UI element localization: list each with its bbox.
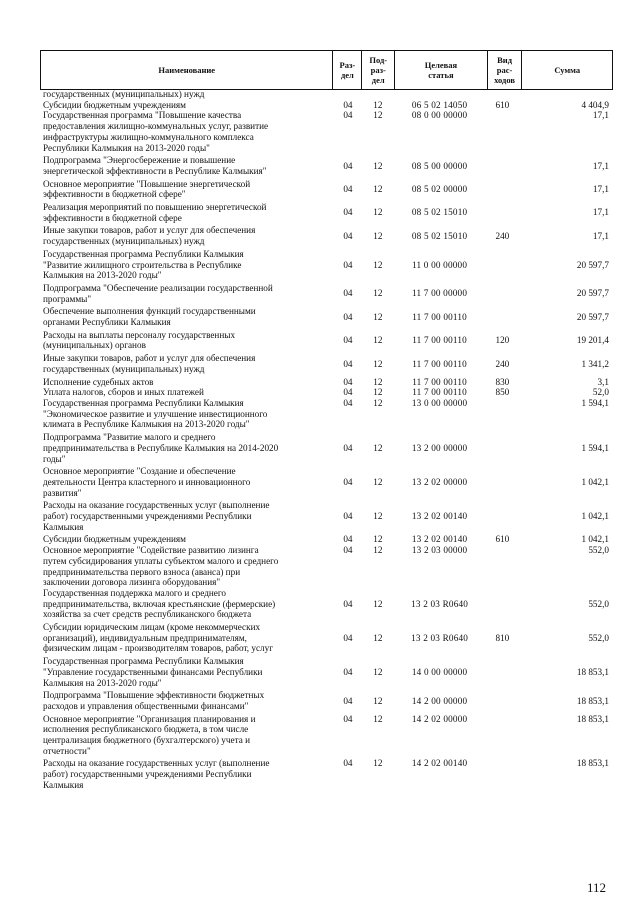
table-row <box>40 283 611 304</box>
row-celevaya-statya: 14 2 02 00000 <box>411 713 468 724</box>
row-name: Иные закупки товаров, работ и услуг для обеспечения государственных (муниципальных) нужд <box>43 225 256 247</box>
row-name: Расходы на выплаты персоналу государственных (муниципальных) органов <box>43 329 236 351</box>
table-row <box>40 690 611 711</box>
header-vid-rashodov: Вид рас- ходов <box>488 51 523 89</box>
row-podrazdel: 12 <box>373 335 383 346</box>
table-row <box>40 500 611 532</box>
row-podrazdel: 12 <box>373 476 383 487</box>
row-name: Уплата налогов, сборов и иных платежей <box>43 387 204 398</box>
row-celevaya-statya: 08 0 00 00000 <box>411 110 468 121</box>
header-razdel: Раз- дел <box>333 51 362 89</box>
row-razdel: 04 <box>343 695 353 706</box>
row-summa: 1 042,1 <box>581 511 609 522</box>
row-podrazdel: 12 <box>373 183 383 194</box>
row-podrazdel: 12 <box>373 99 383 110</box>
row-podrazdel: 12 <box>373 632 383 643</box>
row-name: Исполнение судебных актов <box>43 376 154 387</box>
header-summa: Сумма <box>554 65 581 75</box>
row-razdel: 04 <box>343 758 353 769</box>
row-name: Расходы на оказание государственных услуг (выполнение работ) государственными учреждениями Республики Калмыкия <box>43 500 270 532</box>
row-podrazdel: 12 <box>373 207 383 218</box>
row-summa: 1 042,1 <box>581 534 609 545</box>
row-razdel: 04 <box>343 598 353 609</box>
table-row <box>40 202 611 223</box>
row-razdel: 04 <box>343 376 353 387</box>
row-razdel: 04 <box>343 311 353 322</box>
row-vid-rashodov: 610 <box>495 99 510 110</box>
row-podrazdel: 12 <box>373 511 383 522</box>
row-celevaya-statya: 11 7 00 00110 <box>412 376 467 387</box>
table-row <box>40 432 611 464</box>
row-podrazdel: 12 <box>373 230 383 241</box>
table-row <box>40 534 611 545</box>
table-row <box>40 588 611 620</box>
row-vid-rashodov: 830 <box>495 376 510 387</box>
row-razdel: 04 <box>343 160 353 171</box>
row-celevaya-statya: 11 7 00 00110 <box>412 358 467 369</box>
row-name: Основное мероприятие "Содействие развитию лизинга путем субсидирования уплаты субъектом малого и среднего предпринимательства первого взноса (аванса) при заключении договора лизинга оборудования" <box>43 545 279 588</box>
row-summa: 17,1 <box>592 110 609 121</box>
row-celevaya-statya: 13 2 00 00000 <box>411 442 468 453</box>
row-celevaya-statya: 13 2 02 00140 <box>411 511 468 522</box>
row-summa: 1 042,1 <box>581 476 609 487</box>
table-row <box>40 179 611 200</box>
row-name: Субсидии бюджетным учреждениям <box>43 534 186 545</box>
row-name: Подпрограмма "Развитие малого и среднего предпринимательства в Республике Калмыкия на 2014-2020 годы" <box>43 432 279 464</box>
row-summa: 20 597,7 <box>576 288 609 299</box>
table-header <box>40 50 613 90</box>
row-podrazdel: 12 <box>373 713 383 724</box>
row-name: Государственная программа Республики Калмыкия "Управление государственными финансами Республики Калмыкия на 2013-2020 годы" <box>43 656 263 688</box>
row-podrazdel: 12 <box>373 758 383 769</box>
row-celevaya-statya: 08 5 02 15010 <box>411 207 468 218</box>
row-summa: 20 597,7 <box>576 311 609 322</box>
row-celevaya-statya: 13 2 02 00000 <box>411 476 468 487</box>
row-summa: 17,1 <box>592 207 609 218</box>
row-celevaya-statya: 13 2 03 R0640 <box>411 632 469 643</box>
row-celevaya-statya: 13 2 02 00140 <box>411 534 468 545</box>
row-celevaya-statya: 08 5 02 00000 <box>411 183 468 194</box>
header-celevaya-statya: Целевая статья <box>395 51 488 89</box>
row-summa: 18 853,1 <box>576 713 609 724</box>
row-vid-rashodov: 850 <box>495 387 510 398</box>
row-name: Государственная программа Республики Калмыкия "Развитие жилищного строительства в Республике Калмыкия на 2013-2020 годы" <box>43 248 244 281</box>
row-name: государственных (муниципальных) нужд <box>43 89 205 99</box>
page-number: 112 <box>586 880 606 895</box>
row-vid-rashodov: 610 <box>495 534 510 545</box>
row-razdel: 04 <box>343 207 353 218</box>
table-row <box>40 387 611 398</box>
table-row <box>40 377 611 388</box>
row-podrazdel: 12 <box>373 545 383 556</box>
row-name: Государственная поддержка малого и среднего предпринимательства, включая крестьянские (фермерские) хозяйства за счет средств республиканского бюджета <box>43 587 276 620</box>
table-row <box>40 249 611 281</box>
table-row <box>40 155 611 176</box>
row-podrazdel: 12 <box>373 695 383 706</box>
row-razdel: 04 <box>343 183 353 194</box>
row-razdel: 04 <box>343 442 353 453</box>
row-celevaya-statya: 13 2 03 R0640 <box>411 598 469 609</box>
row-name: Основное мероприятие "Организация планирования и исполнения республиканского бюджета, в том числе централизация бюджетного (бухгалтерского) учета и отчетности" <box>43 713 256 756</box>
table-body <box>40 89 611 791</box>
row-summa: 20 597,7 <box>576 259 609 270</box>
row-summa: 1 594,1 <box>581 397 609 408</box>
row-celevaya-statya: 13 2 03 00000 <box>411 545 468 556</box>
row-name: Подпрограмма "Обеспечение реализации государственной программы" <box>43 282 273 304</box>
row-podrazdel: 12 <box>373 358 383 369</box>
row-name: Основное мероприятие "Повышение энергетической эффективности в бюджетной сфере" <box>43 178 251 200</box>
row-vid-rashodov: 810 <box>495 632 510 643</box>
row-celevaya-statya: 06 5 02 14050 <box>411 99 468 110</box>
table-row <box>40 100 611 111</box>
row-name: Государственная программа "Повышение качества предоставления жилищно-коммунальных услуг, развитие инфраструктуры жилищно-коммунального комплекса Республики Калмыкия на 2013-2020 годы" <box>43 110 269 153</box>
row-name: Государственная программа Республики Калмыкия "Экономическое развитие и улучшение инвестиционного климата в Республике Калмыкия на 2013-2020 годы" <box>43 397 268 430</box>
row-vid-rashodov: 240 <box>495 230 510 241</box>
row-razdel: 04 <box>343 632 353 643</box>
row-podrazdel: 12 <box>373 110 383 121</box>
row-summa: 552,0 <box>588 632 609 643</box>
row-celevaya-statya: 11 7 00 00110 <box>412 387 467 398</box>
header-podrazdel: Под- раз- дел <box>362 51 395 89</box>
row-summa: 3,1 <box>597 376 609 387</box>
row-razdel: 04 <box>343 713 353 724</box>
row-summa: 17,1 <box>592 183 609 194</box>
row-summa: 52,0 <box>592 387 609 398</box>
row-summa: 17,1 <box>592 160 609 171</box>
row-summa: 18 853,1 <box>576 666 609 677</box>
row-celevaya-statya: 11 7 00 00000 <box>412 288 468 299</box>
row-podrazdel: 12 <box>373 442 383 453</box>
row-celevaya-statya: 08 5 02 15010 <box>411 230 468 241</box>
row-name: Реализация мероприятий по повышению энергетической эффективности в бюджетной сфере <box>43 202 267 223</box>
row-summa: 17,1 <box>592 230 609 241</box>
table-row <box>40 306 611 327</box>
table-row <box>40 330 611 351</box>
row-podrazdel: 12 <box>373 534 383 545</box>
table-row <box>40 353 611 374</box>
table-row <box>40 110 611 153</box>
row-summa: 19 201,4 <box>576 335 609 346</box>
row-celevaya-statya: 11 7 00 00110 <box>412 311 467 322</box>
row-razdel: 04 <box>343 476 353 487</box>
row-razdel: 04 <box>343 397 353 408</box>
table-row <box>40 466 611 498</box>
table-row <box>40 758 611 790</box>
row-podrazdel: 12 <box>373 387 383 398</box>
table-row <box>40 622 611 654</box>
row-name: Субсидии бюджетным учреждениям <box>43 99 186 110</box>
row-summa: 18 853,1 <box>576 758 609 769</box>
row-razdel: 04 <box>343 666 353 677</box>
row-celevaya-statya: 13 0 00 00000 <box>411 397 468 408</box>
row-podrazdel: 12 <box>373 288 383 299</box>
row-summa: 552,0 <box>588 598 609 609</box>
row-razdel: 04 <box>343 335 353 346</box>
table-row <box>40 656 611 688</box>
row-summa: 1 594,1 <box>581 442 609 453</box>
table-row <box>40 545 611 588</box>
row-podrazdel: 12 <box>373 666 383 677</box>
row-name: Субсидии юридическим лицам (кроме некоммерческих организаций), индивидуальным предпринимателям, физическим лицам - производителям товаров, работ, услуг <box>43 622 273 654</box>
row-name: Основное мероприятие "Создание и обеспечение деятельности Центра кластерного и инновационного развития" <box>43 466 251 498</box>
row-celevaya-statya: 11 7 00 00110 <box>412 335 467 346</box>
row-name: Подпрограмма "Повышение эффективности бюджетных расходов и управления общественными финансами" <box>43 690 265 711</box>
row-name: Расходы на оказание государственных услуг (выполнение работ) государственными учреждениями Республики Калмыкия <box>43 758 270 790</box>
row-razdel: 04 <box>343 534 353 545</box>
row-razdel: 04 <box>343 545 353 556</box>
row-summa: 18 853,1 <box>576 695 609 706</box>
row-razdel: 04 <box>343 288 353 299</box>
table-row <box>40 89 611 100</box>
row-name: Обеспечение выполнения функций государственными органами Республики Калмыкия <box>43 306 256 328</box>
row-razdel: 04 <box>343 387 353 398</box>
row-celevaya-statya: 11 0 00 00000 <box>412 259 468 270</box>
row-vid-rashodov: 120 <box>495 335 510 346</box>
row-celevaya-statya: 14 2 02 00140 <box>411 758 468 769</box>
row-celevaya-statya: 08 5 00 00000 <box>411 160 468 171</box>
row-name: Подпрограмма "Энергосбережение и повышение энергетической эффективности в Республике Калмыкия" <box>43 155 267 176</box>
row-podrazdel: 12 <box>373 376 383 387</box>
row-summa: 1 341,2 <box>581 358 609 369</box>
table-row <box>40 225 611 246</box>
row-razdel: 04 <box>343 110 353 121</box>
table-row <box>40 398 611 430</box>
row-name: Иные закупки товаров, работ и услуг для обеспечения государственных (муниципальных) нужд <box>43 353 256 374</box>
row-podrazdel: 12 <box>373 598 383 609</box>
row-razdel: 04 <box>343 230 353 241</box>
row-podrazdel: 12 <box>373 259 383 270</box>
row-podrazdel: 12 <box>373 397 383 408</box>
row-razdel: 04 <box>343 99 353 110</box>
row-podrazdel: 12 <box>373 160 383 171</box>
row-podrazdel: 12 <box>373 311 383 322</box>
row-summa: 552,0 <box>588 545 609 556</box>
table-row <box>40 714 611 757</box>
row-summa: 4 404,9 <box>581 99 609 110</box>
row-celevaya-statya: 14 2 00 00000 <box>411 695 468 706</box>
row-celevaya-statya: 14 0 00 00000 <box>411 666 468 677</box>
row-razdel: 04 <box>343 259 353 270</box>
row-vid-rashodov: 240 <box>495 358 510 369</box>
header-name: Наименование <box>41 51 333 89</box>
row-razdel: 04 <box>343 511 353 522</box>
row-razdel: 04 <box>343 358 353 369</box>
